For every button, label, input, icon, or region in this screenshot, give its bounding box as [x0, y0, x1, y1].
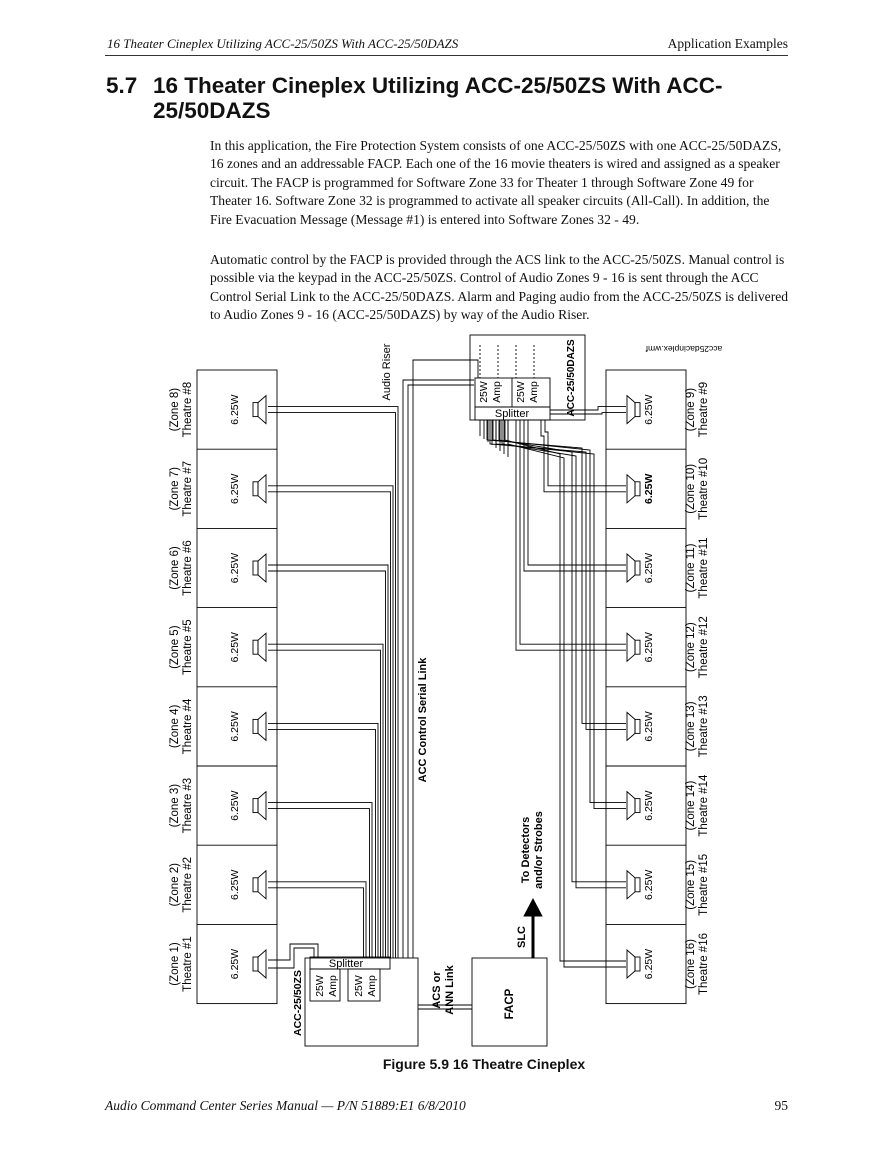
speaker-icon — [627, 396, 640, 424]
left-zone-wire — [268, 565, 388, 958]
theatre-label: Theatre #10 — [698, 457, 710, 520]
right-zone-wire — [516, 420, 626, 650]
left-zone-wire — [268, 882, 366, 958]
right-zone-wire — [508, 420, 626, 967]
figure-caption: Figure 5.9 16 Theatre Cineplex — [382, 1056, 586, 1072]
zone-label: (Zone 15) — [685, 859, 697, 910]
left-zone-wire — [268, 809, 370, 958]
left-zone-wire — [268, 888, 364, 958]
theatre-label: Theatre #6 — [182, 540, 194, 596]
left-zone-wire — [268, 407, 398, 958]
speaker-wattage: 6.25W — [229, 869, 241, 900]
dazs-panel-name: ACC-25/50DAZS — [566, 339, 577, 417]
speaker-icon — [253, 396, 266, 424]
speaker-wattage: 6.25W — [229, 711, 241, 742]
theatre-label: Theatre #5 — [182, 619, 194, 676]
theatre-label: Theatre #12 — [698, 616, 710, 679]
zone-label: (Zone 11) — [685, 543, 697, 593]
speaker-wattage: 6.25W — [229, 948, 241, 980]
zone-label: (Zone 9) — [685, 387, 697, 432]
theatre-label: Theatre #1 — [182, 936, 194, 992]
footer-manual: Audio Command Center Series Manual — P/N 51889:E1 6/8/2010 — [105, 1098, 466, 1113]
speaker-icon — [627, 871, 640, 899]
facp-label: FACP — [504, 988, 516, 1020]
speaker-wattage: 6.25W — [229, 632, 241, 663]
speaker-wattage: 6.25W — [229, 473, 241, 504]
speaker-icon — [253, 950, 266, 978]
theatre-label: Theatre #9 — [698, 381, 710, 438]
zone-label: (Zone 6) — [169, 546, 181, 590]
theatre-label: Theatre #4 — [182, 698, 194, 755]
speaker-wattage: 6.25W — [643, 711, 655, 742]
theatre-label: Theatre #13 — [698, 695, 710, 758]
zone-label: (Zone 14) — [685, 780, 697, 831]
paragraph-1: In this application, the Fire Protection System consists of one ACC-25/50ZS with one ACC-25/50DAZS, 16 zones and an addressable FACP. Each one of the 16 movie theaters is wired and assigned as a speaker circuit. The FACP is programmed for Software Zone 33 for Theater 1 through Software Zone 49 for Theater 16. Software Zone 32 is programmed to activate all speaker circuits (All-Call). In addition, the Fire Evacuation Message (Message #1) is entered into Software Zones 32 - 49. — [210, 138, 782, 227]
zone-label: (Zone 1) — [169, 942, 181, 986]
zone-label: (Zone 3) — [169, 783, 181, 828]
speaker-icon — [627, 554, 640, 582]
audio-riser-label: Audio Riser — [381, 343, 393, 401]
dazs-amp-2-label: Amp — [528, 381, 540, 403]
zone-label: (Zone 7) — [169, 467, 181, 511]
slc-arrow — [524, 899, 542, 916]
zs-amp-2-watts: 25W — [353, 975, 365, 997]
acs-link-label: ANN Link — [444, 965, 456, 1015]
speaker-icon — [253, 475, 266, 503]
right-zone-wire — [499, 420, 626, 882]
zs-amp-1-label: Amp — [327, 975, 339, 997]
speaker-icon — [627, 712, 640, 740]
diagram-filename: acc25dacinplex.wmf — [645, 344, 723, 354]
zone-label: (Zone 5) — [169, 625, 181, 669]
theatre-label: Theatre #16 — [698, 932, 710, 996]
right-zone-wire — [550, 413, 626, 414]
speaker-wattage: 6.25W — [643, 394, 655, 425]
zone-label: (Zone 10) — [685, 463, 697, 514]
speaker-icon — [253, 633, 266, 661]
speaker-wattage: 6.25W — [643, 869, 655, 900]
zs-panel-name: ACC-25/50ZS — [292, 970, 304, 1036]
dazs-splitter-label: Splitter — [494, 408, 530, 420]
speaker-icon — [253, 871, 266, 899]
speaker-icon — [627, 950, 640, 978]
speaker-icon — [253, 554, 266, 582]
right-zone-wire — [487, 420, 626, 723]
left-zone-wire — [268, 803, 372, 958]
right-zone-wire — [524, 420, 626, 571]
audio-riser-wire — [403, 380, 474, 958]
slc-label: SLC — [516, 926, 528, 948]
right-zone-wire — [528, 420, 626, 565]
theatre-label: Theatre #15 — [698, 853, 710, 916]
zone-label: (Zone 4) — [169, 704, 181, 749]
page-number: 95 — [774, 1098, 788, 1113]
theatre-label: Theatre #8 — [182, 381, 194, 438]
running-header-title: 16 Theater Cineplex Utilizing ACC-25/50ZS With ACC-25/50DAZS — [107, 36, 459, 51]
acs-link-label: ACS or — [431, 971, 443, 1009]
zs-amp-2-label: Amp — [366, 975, 378, 997]
running-header-section: Application Examples — [667, 36, 788, 51]
zs-splitter-label: Splitter — [328, 958, 364, 970]
acc-zs-panel — [305, 958, 418, 1046]
speaker-wattage: 6.25W — [643, 473, 655, 504]
dazs-amp-1-label: Amp — [491, 381, 503, 403]
detectors-label: To Detectors — [520, 816, 532, 884]
zs-amp-1-watts: 25W — [314, 975, 326, 997]
zone-label: (Zone 13) — [685, 701, 697, 752]
serial-link-label: ACC Control Serial Link — [417, 657, 429, 783]
speaker-wattage: 6.25W — [229, 790, 241, 821]
speaker-wattage: 6.25W — [643, 632, 655, 663]
zone-label: (Zone 8) — [169, 387, 181, 432]
theatre-label: Theatre #3 — [182, 777, 194, 834]
theatre-label: Theatre #2 — [182, 856, 194, 913]
right-zone-wire — [550, 407, 626, 410]
theatre-label: Theatre #7 — [182, 460, 194, 517]
zone-label: (Zone 16) — [685, 939, 697, 989]
speaker-wattage: 6.25W — [643, 552, 655, 584]
section-number: 5.7 — [106, 73, 138, 98]
left-zone-wire — [268, 729, 376, 958]
speaker-icon — [627, 792, 640, 820]
dazs-amp-1-watts: 25W — [478, 381, 490, 403]
speaker-wattage: 6.25W — [229, 552, 241, 584]
speaker-wattage: 6.25W — [643, 790, 655, 821]
left-zone-wire — [268, 486, 393, 958]
detectors-label: and/or Strobes — [533, 811, 545, 889]
right-zone-wire — [496, 420, 626, 809]
zone-label: (Zone 12) — [685, 622, 697, 673]
speaker-icon — [627, 633, 640, 661]
speaker-wattage: 6.25W — [229, 394, 241, 425]
theatre-label: Theatre #11 — [698, 537, 710, 599]
left-zone-wire — [268, 571, 386, 958]
zone-label: (Zone 2) — [169, 863, 181, 907]
dazs-amp-2-watts: 25W — [515, 381, 527, 403]
left-zone-wire — [268, 723, 378, 958]
speaker-icon — [253, 792, 266, 820]
paragraph-2: Automatic control by the FACP is provided through the ACS link to the ACC-25/50ZS. Manual control is possible via the keypad in the ACC-25/50ZS. Control of Audio Zones 9 - 16 is sent through the ACC Control Serial Link to the ACC-25/50DAZS. Alarm and Paging audio from the ACC-25/50ZS is delivered to Audio Zones 9 - 16 (ACC-25/50DAZS) by way of the Audio Riser. — [210, 252, 789, 323]
theatre-label: Theatre #14 — [698, 774, 710, 837]
speaker-icon — [627, 475, 640, 503]
section-title: 16 Theater Cineplex Utilizing ACC-25/50ZS With ACC-25/50DAZS — [153, 73, 723, 123]
speaker-wattage: 6.25W — [643, 948, 655, 980]
speaker-icon — [253, 712, 266, 740]
right-zone-wire — [520, 420, 626, 644]
left-zone-wire — [268, 413, 396, 958]
